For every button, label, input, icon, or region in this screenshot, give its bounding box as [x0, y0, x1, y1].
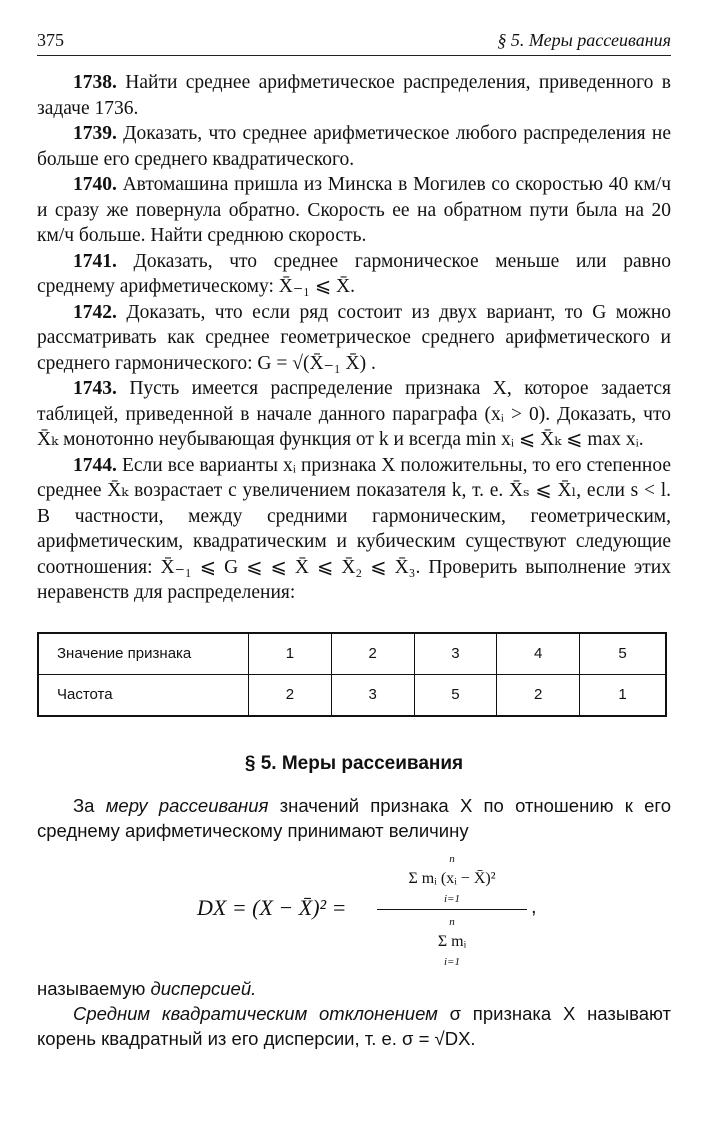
table-cell: 3	[331, 674, 414, 716]
problem-1741: 1741. Доказать, что среднее гармоническое меньше или равно среднему арифметическому: X̄₋₁ ⩽ X̄.	[37, 250, 672, 297]
problem-1742: 1742. Доказать, что если ряд состоит из двух вариант, то G можно рассматривать как среднее геометрическое среднего арифметического и среднего гармонического: G = √(X̄₋₁ X̄) .	[37, 301, 672, 374]
formula-denominator: n Σ mᵢ i=1	[437, 915, 467, 968]
called-variance-paragraph: называемую дисперсией.	[37, 977, 257, 999]
formula-fraction	[377, 849, 527, 972]
table-row	[38, 674, 666, 716]
table-cell: 4	[497, 633, 580, 675]
problem-1744: 1744. Если все варианты xᵢ признака X положительны, то его степенное среднее X̄ₖ возрастает с увеличением показателя k, т. е. X̄ₛ ⩽ X̄ₗ, если s < l. В частности, между средними гармоническим, геометрическим, арифметическим, квадратическим и кубическим существуют следующие соотношения: X̄₋₁ ⩽ G ⩽ ⩽ X̄ ⩽ X̄₂ ⩽ X̄₃. Проверить выполнение этих неравенств для распределения:	[37, 454, 671, 603]
formula-comma: ,	[531, 895, 537, 918]
fraction-bar	[377, 909, 527, 910]
table-cell: 1	[249, 633, 332, 675]
row-label-value: Значение признака	[38, 633, 249, 675]
problems-list	[37, 70, 671, 606]
table-cell: 2	[331, 633, 414, 675]
page-header	[37, 30, 671, 56]
table-cell: 2	[249, 674, 332, 716]
variance-formula	[37, 847, 671, 972]
table-cell: 3	[414, 633, 497, 675]
term-variance: дисперсией.	[150, 977, 257, 999]
problem-1743: 1743. Пусть имеется распределение признака X, которое задается таблицей, приведенной в начале данного параграфа (xᵢ > 0). Доказать, что X̄ₖ монотонно неубывающая функция от k и всегда min xᵢ ⩽ X̄ₖ ⩽ max xᵢ.	[37, 378, 671, 450]
problem-1738: 1738. Найти среднее арифметическое распределения, приведенного в задаче 1736.	[37, 72, 672, 119]
formula-numerator: n Σ mᵢ (xᵢ − X̄)² i=1	[408, 852, 496, 905]
row-label-frequency: Частота	[38, 674, 249, 716]
section-title: § 5. Меры рассеивания	[244, 752, 464, 774]
table-cell: 5	[414, 674, 497, 716]
page	[37, 30, 671, 1051]
problem-1739: 1739. Доказать, что среднее арифметическое любого распределения не больше его среднего квадратического.	[37, 123, 672, 170]
section-body	[37, 793, 671, 1051]
term-std-deviation: Средним квадратическим отклонением	[73, 1002, 438, 1024]
term-dispersion-measure: меру рассеивания	[105, 794, 269, 816]
table-row	[38, 633, 666, 675]
problem-1740: 1740. Автомашина пришла из Минска в Могилев со скоростью 40 км/ч и сразу же повернула обратно. Скорость ее на обратном пути была на 20 км/ч больше. Найти среднюю скорость.	[37, 174, 671, 246]
std-deviation-paragraph: Средним квадратическим отклонением σ признака X называют корень квадратный из его дисперсии, т. е. σ = √DX.	[37, 1002, 671, 1049]
table-cell: 5	[580, 633, 666, 675]
formula-lhs: DX = (X − X̄)² =	[197, 894, 347, 920]
running-title: § 5. Меры рассеивания	[497, 30, 671, 50]
definition-paragraph: За меру рассеивания значений признака X по отношению к его среднему арифметическому принимают величину	[37, 794, 671, 841]
table-cell: 2	[497, 674, 580, 716]
distribution-table	[37, 632, 667, 717]
table-cell: 1	[580, 674, 666, 716]
page-number: 375	[37, 30, 64, 50]
